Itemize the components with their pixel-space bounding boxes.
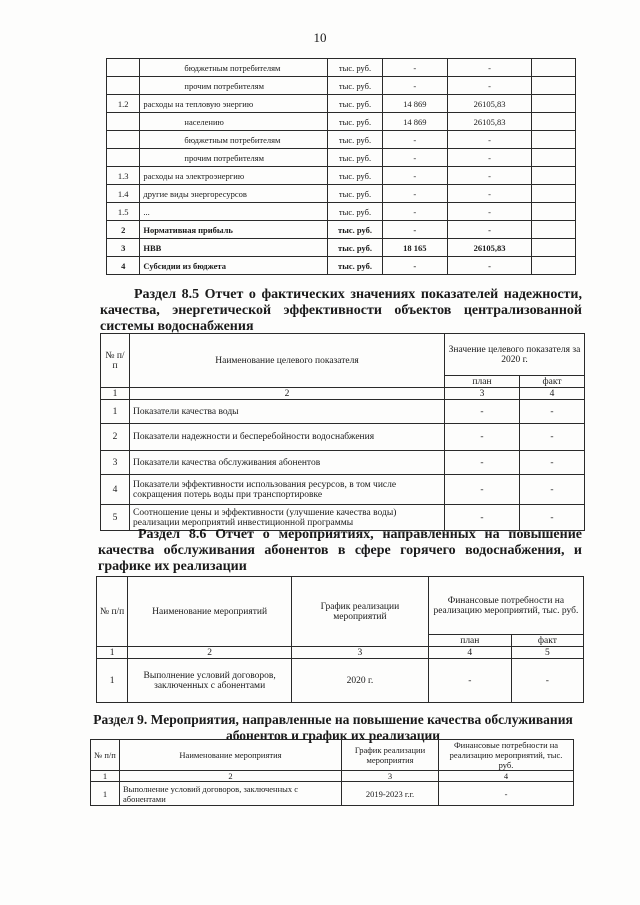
table-row bbox=[107, 149, 576, 167]
row-name: Соотношение цены и эффективности (улучшение качества воды) реализации мероприятий инвестиционной программы bbox=[130, 505, 445, 531]
col-schedule-header: График реализации мероприятий bbox=[292, 577, 429, 647]
row-schedule: 2019-2023 г.г. bbox=[342, 782, 439, 806]
col-finance-header: Финансовые потребности на реализацию мероприятий, тыс. руб. bbox=[428, 577, 583, 635]
row-fact: - bbox=[520, 475, 585, 505]
row-name: другие виды энергоресурсов bbox=[140, 185, 328, 203]
row-value-1: - bbox=[382, 185, 447, 203]
index-cell: 4 bbox=[428, 647, 511, 659]
row-value-3 bbox=[532, 131, 576, 149]
index-cell: 2 bbox=[128, 647, 292, 659]
col-num-header: № п/п bbox=[97, 577, 128, 647]
section-9-title: Раздел 9. Мероприятия, направленные на повышение качества обслуживания абонентов и график их реализации bbox=[93, 712, 573, 743]
row-num: 3 bbox=[107, 239, 140, 257]
row-value-1: - bbox=[382, 77, 447, 95]
col-fact-header: факт bbox=[520, 376, 585, 388]
row-value-3 bbox=[532, 221, 576, 239]
col-schedule-header: График реализации мероприятия bbox=[342, 740, 439, 771]
row-value-3 bbox=[532, 77, 576, 95]
row-name: Показатели надежности и бесперебойности водоснабжения bbox=[130, 424, 445, 451]
row-value-1: - bbox=[382, 167, 447, 185]
row-unit: тыс. руб. bbox=[328, 239, 383, 257]
row-value-2: - bbox=[447, 59, 532, 77]
row-value-2: 26105,83 bbox=[447, 239, 532, 257]
row-num: 3 bbox=[101, 451, 130, 475]
row-value-3 bbox=[532, 239, 576, 257]
row-name: расходы на тепловую энергию bbox=[140, 95, 328, 113]
row-value-2: - bbox=[447, 167, 532, 185]
index-cell: 1 bbox=[101, 388, 130, 400]
row-value-3 bbox=[532, 149, 576, 167]
row-value-2: - bbox=[447, 185, 532, 203]
index-cell: 1 bbox=[97, 647, 128, 659]
row-name: бюджетным потребителям bbox=[140, 131, 328, 149]
row-name: Показатели эффективности использования ресурсов, в том числе сокращения потерь воды при транспортировке bbox=[130, 475, 445, 505]
row-unit: тыс. руб. bbox=[328, 149, 383, 167]
row-value-3 bbox=[532, 185, 576, 203]
row-value-1: - bbox=[382, 149, 447, 167]
table-row bbox=[101, 451, 585, 475]
table-row bbox=[107, 185, 576, 203]
row-fact: - bbox=[520, 505, 585, 531]
index-cell: 3 bbox=[292, 647, 429, 659]
row-value-2: - bbox=[447, 77, 532, 95]
index-cell: 4 bbox=[439, 771, 574, 782]
row-num bbox=[107, 113, 140, 131]
row-num: 2 bbox=[101, 424, 130, 451]
row-value-3 bbox=[532, 113, 576, 131]
col-name-header: Наименование мероприятия bbox=[120, 740, 342, 771]
table-row bbox=[107, 167, 576, 185]
row-num: 1 bbox=[91, 782, 120, 806]
row-num: 5 bbox=[101, 505, 130, 531]
indicators-table bbox=[100, 333, 585, 531]
row-value-3 bbox=[532, 167, 576, 185]
row-finance: - bbox=[439, 782, 574, 806]
table-row bbox=[107, 239, 576, 257]
row-name: ... bbox=[140, 203, 328, 221]
table-row bbox=[101, 400, 585, 424]
row-num bbox=[107, 149, 140, 167]
section-9-table bbox=[90, 739, 574, 806]
col-plan-header: план bbox=[445, 376, 520, 388]
row-value-3 bbox=[532, 203, 576, 221]
row-unit: тыс. руб. bbox=[328, 113, 383, 131]
row-value-1: - bbox=[382, 257, 447, 275]
table-row bbox=[107, 59, 576, 77]
row-value-1: 14 869 bbox=[382, 113, 447, 131]
row-value-3 bbox=[532, 59, 576, 77]
table-row bbox=[107, 77, 576, 95]
row-unit: тыс. руб. bbox=[328, 257, 383, 275]
index-cell: 5 bbox=[511, 647, 583, 659]
row-num: 1 bbox=[97, 659, 128, 703]
row-unit: тыс. руб. bbox=[328, 131, 383, 149]
row-name: Показатели качества обслуживания абонентов bbox=[130, 451, 445, 475]
col-name-header: Наименование мероприятий bbox=[128, 577, 292, 647]
col-value-header: Значение целевого показателя за 2020 г. bbox=[445, 334, 585, 376]
table-row bbox=[91, 782, 574, 806]
table-row bbox=[107, 95, 576, 113]
row-value-3 bbox=[532, 95, 576, 113]
row-num: 4 bbox=[107, 257, 140, 275]
row-fact: - bbox=[520, 400, 585, 424]
measures-table bbox=[96, 576, 584, 703]
table-row bbox=[107, 113, 576, 131]
row-num: 1.3 bbox=[107, 167, 140, 185]
row-plan: - bbox=[445, 400, 520, 424]
row-unit: тыс. руб. bbox=[328, 185, 383, 203]
row-name: Выполнение условий договоров, заключенных с абонентами bbox=[120, 782, 342, 806]
row-num: 1.4 bbox=[107, 185, 140, 203]
row-name: НВВ bbox=[140, 239, 328, 257]
index-cell: 3 bbox=[445, 388, 520, 400]
row-num bbox=[107, 59, 140, 77]
section-8-5-title: Раздел 8.5 Отчет о фактических значениях показателей надежности, качества, энергетической эффективности объектов централизованной системы водоснабжения bbox=[100, 287, 582, 334]
row-name: расходы на электроэнергию bbox=[140, 167, 328, 185]
col-name-header: Наименование целевого показателя bbox=[130, 334, 445, 388]
row-num: 2 bbox=[107, 221, 140, 239]
row-fact: - bbox=[520, 424, 585, 451]
row-value-2: - bbox=[447, 257, 532, 275]
row-value-1: - bbox=[382, 131, 447, 149]
row-unit: тыс. руб. bbox=[328, 95, 383, 113]
col-num-header: № п/п bbox=[101, 334, 130, 388]
col-finance-header: Финансовые потребности на реализацию мероприятий, тыс. руб. bbox=[439, 740, 574, 771]
row-value-3 bbox=[532, 257, 576, 275]
index-cell: 4 bbox=[520, 388, 585, 400]
row-name: прочим потребителям bbox=[140, 77, 328, 95]
row-value-1: 14 869 bbox=[382, 95, 447, 113]
row-unit: тыс. руб. bbox=[328, 77, 383, 95]
col-num-header: № п/п bbox=[91, 740, 120, 771]
row-num bbox=[107, 131, 140, 149]
row-value-1: - bbox=[382, 221, 447, 239]
row-value-1: - bbox=[382, 203, 447, 221]
row-fact: - bbox=[511, 659, 583, 703]
row-unit: тыс. руб. bbox=[328, 167, 383, 185]
row-plan: - bbox=[445, 475, 520, 505]
row-num: 1.2 bbox=[107, 95, 140, 113]
row-value-1: - bbox=[382, 59, 447, 77]
col-fact-header: факт bbox=[511, 635, 583, 647]
row-num: 4 bbox=[101, 475, 130, 505]
page-number: 10 bbox=[313, 30, 327, 45]
row-value-2: - bbox=[447, 131, 532, 149]
row-value-1: 18 165 bbox=[382, 239, 447, 257]
row-value-2: 26105,83 bbox=[447, 113, 532, 131]
row-name: Субсидии из бюджета bbox=[140, 257, 328, 275]
row-schedule: 2020 г. bbox=[292, 659, 429, 703]
table-row bbox=[107, 203, 576, 221]
row-num: 1.5 bbox=[107, 203, 140, 221]
row-plan: - bbox=[445, 424, 520, 451]
row-plan: - bbox=[428, 659, 511, 703]
row-unit: тыс. руб. bbox=[328, 59, 383, 77]
row-name: прочим потребителям bbox=[140, 149, 328, 167]
row-name: бюджетным потребителям bbox=[140, 59, 328, 77]
row-name: населению bbox=[140, 113, 328, 131]
row-value-2: 26105,83 bbox=[447, 95, 532, 113]
row-fact: - bbox=[520, 451, 585, 475]
row-name: Показатели качества воды bbox=[130, 400, 445, 424]
table-row bbox=[107, 131, 576, 149]
table-row bbox=[107, 221, 576, 239]
row-plan: - bbox=[445, 505, 520, 531]
index-cell: 3 bbox=[342, 771, 439, 782]
table-row bbox=[107, 257, 576, 275]
row-value-2: - bbox=[447, 149, 532, 167]
table-row bbox=[101, 475, 585, 505]
row-unit: тыс. руб. bbox=[328, 221, 383, 239]
index-cell: 2 bbox=[130, 388, 445, 400]
row-num: 1 bbox=[101, 400, 130, 424]
row-num bbox=[107, 77, 140, 95]
row-value-2: - bbox=[447, 221, 532, 239]
row-name: Нормативная прибыль bbox=[140, 221, 328, 239]
index-cell: 2 bbox=[120, 771, 342, 782]
row-unit: тыс. руб. bbox=[328, 203, 383, 221]
cost-table bbox=[106, 58, 576, 275]
table-row bbox=[97, 659, 584, 703]
row-name: Выполнение условий договоров, заключенных с абонентами bbox=[128, 659, 292, 703]
table-row bbox=[101, 424, 585, 451]
row-plan: - bbox=[445, 451, 520, 475]
index-cell: 1 bbox=[91, 771, 120, 782]
row-value-2: - bbox=[447, 203, 532, 221]
section-8-6-title: Раздел 8.6 Отчет о мероприятиях, направленных на повышение качества обслуживания абонентов в сфере горячего водоснабжения, и графике их реализации bbox=[98, 527, 582, 574]
col-plan-header: план bbox=[428, 635, 511, 647]
